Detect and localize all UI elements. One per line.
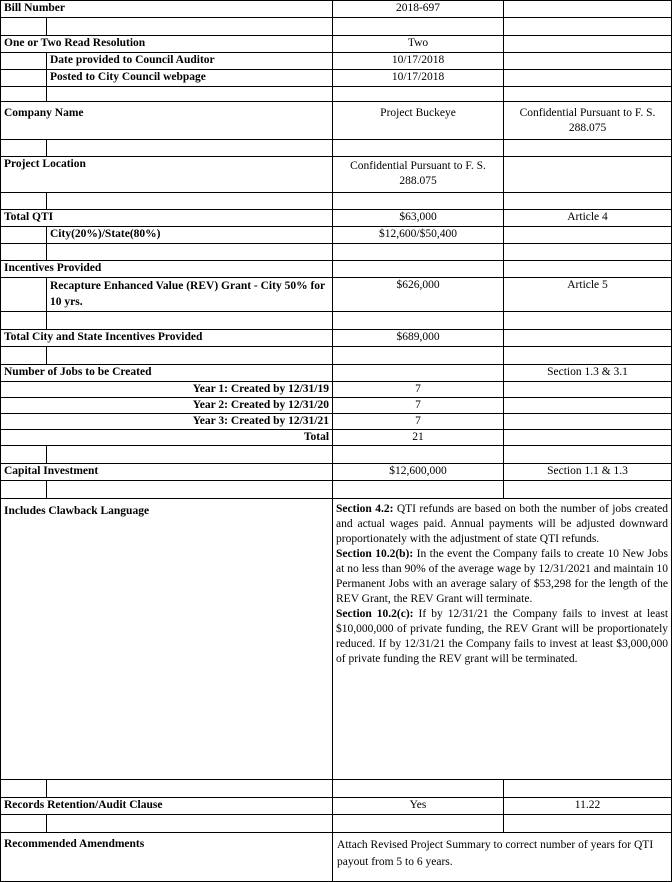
total-incentives-label: Total City and State Incentives Provided xyxy=(1,330,333,347)
clawback-label: Includes Clawback Language xyxy=(1,499,333,780)
jobs-total-value: 21 xyxy=(333,430,504,446)
rev-grant-value: $626,000 xyxy=(333,278,504,312)
row-jobs-year-1 xyxy=(1,382,672,398)
clawback-section-4-2-text: QTI refunds are based on both the number of jobs created and actual wages paid. Annual payments will be adjusted downward proportionately with the adjustment of state QTI refunds. xyxy=(336,503,669,545)
row-date-posted xyxy=(1,70,672,87)
capital-investment-label: Capital Investment xyxy=(1,464,333,481)
date-auditor-label: Date provided to Council Auditor xyxy=(47,53,333,70)
date-auditor-value: 10/17/2018 xyxy=(333,53,504,70)
capital-investment-value: $12,600,000 xyxy=(333,464,504,481)
row-total-incentives xyxy=(1,330,672,347)
company-name-label: Company Name xyxy=(1,102,333,140)
project-location-label: Project Location xyxy=(1,157,333,193)
jobs-year-3-label: Year 3: Created by 12/31/21 xyxy=(1,414,333,430)
company-name-value: Project Buckeye xyxy=(333,102,504,140)
jobs-total-label: Total xyxy=(1,430,333,446)
row-records-retention xyxy=(1,798,672,815)
jobs-year-1-value: 7 xyxy=(333,382,504,398)
row-clawback xyxy=(1,499,672,780)
total-qti-label: Total QTI xyxy=(1,210,333,227)
jobs-year-2-label: Year 2: Created by 12/31/20 xyxy=(1,398,333,414)
row-read-resolution xyxy=(1,36,672,53)
row-incentives-provided xyxy=(1,261,672,278)
city-state-value: $12,600/$50,400 xyxy=(333,227,504,244)
clawback-section-4-2-heading: Section 4.2: xyxy=(336,503,394,515)
jobs-created-label: Number of Jobs to be Created xyxy=(1,365,333,382)
clawback-section-10-2c-heading: Section 10.2(c): xyxy=(336,608,414,620)
read-resolution-value: Two xyxy=(333,36,504,53)
row-jobs-created xyxy=(1,365,672,382)
row-project-location xyxy=(1,157,672,193)
records-retention-ref: 11.22 xyxy=(504,798,672,815)
row-bill-number xyxy=(1,1,672,18)
total-qti-value: $63,000 xyxy=(333,210,504,227)
read-resolution-label: One or Two Read Resolution xyxy=(1,36,333,53)
row-recommended-amendments xyxy=(1,833,672,882)
clawback-section-10-2c-text: If by 12/31/21 the Company fails to invest at least $10,000,000 of private funding, the REV Grant will be proportionately reduced. If by 12/31/21 the Company fails to invest at least $3,000,000 of private funding the REV grant will be terminated. xyxy=(336,608,669,665)
city-state-label: City(20%)/State(80%) xyxy=(47,227,333,244)
row-capital-investment xyxy=(1,464,672,481)
clawback-section-10-2b-text: In the event the Company fails to create 10 New Jobs at no less than 90% of the average wage by 12/31/2021 and maintain 10 Permanent Jobs with an average salary of $53,298 for the length of the REV Grant, the REV Grant will terminate. xyxy=(336,548,669,605)
rev-grant-label: Recapture Enhanced Value (REV) Grant - City 50% for 10 yrs. xyxy=(47,278,333,312)
clawback-text xyxy=(333,499,672,780)
incentives-provided-label: Incentives Provided xyxy=(1,261,333,278)
jobs-created-ref: Section 1.3 & 3.1 xyxy=(504,365,672,382)
jobs-year-3-value: 7 xyxy=(333,414,504,430)
row-jobs-year-3 xyxy=(1,414,672,430)
bill-number-label: Bill Number xyxy=(1,1,333,18)
total-incentives-value: $689,000 xyxy=(333,330,504,347)
records-retention-value: Yes xyxy=(333,798,504,815)
date-posted-label: Posted to City Council webpage xyxy=(47,70,333,87)
jobs-year-1-label: Year 1: Created by 12/31/19 xyxy=(1,382,333,398)
row-company-name xyxy=(1,102,672,140)
total-qti-ref: Article 4 xyxy=(504,210,672,227)
row-total-qti xyxy=(1,210,672,227)
row-city-state xyxy=(1,227,672,244)
project-location-value: Confidential Pursuant to F. S. 288.075 xyxy=(333,157,504,193)
recommended-amendments-value: Attach Revised Project Summary to correct number of years for QTI payout from 5 to 6 years. xyxy=(333,833,672,882)
jobs-year-2-value: 7 xyxy=(333,398,504,414)
capital-investment-ref: Section 1.1 & 1.3 xyxy=(504,464,672,481)
clawback-section-10-2b-heading: Section 10.2(b): xyxy=(336,548,414,560)
date-posted-value: 10/17/2018 xyxy=(333,70,504,87)
row-rev-grant xyxy=(1,278,672,312)
row-jobs-total xyxy=(1,430,672,446)
bill-number-value: 2018-697 xyxy=(333,1,504,18)
recommended-amendments-label: Recommended Amendments xyxy=(1,833,333,882)
row-date-auditor xyxy=(1,53,672,70)
row-jobs-year-2 xyxy=(1,398,672,414)
rev-grant-ref: Article 5 xyxy=(504,278,672,312)
records-retention-label: Records Retention/Audit Clause xyxy=(1,798,333,815)
company-confidential-note: Confidential Pursuant to F. S. 288.075 xyxy=(504,102,672,140)
